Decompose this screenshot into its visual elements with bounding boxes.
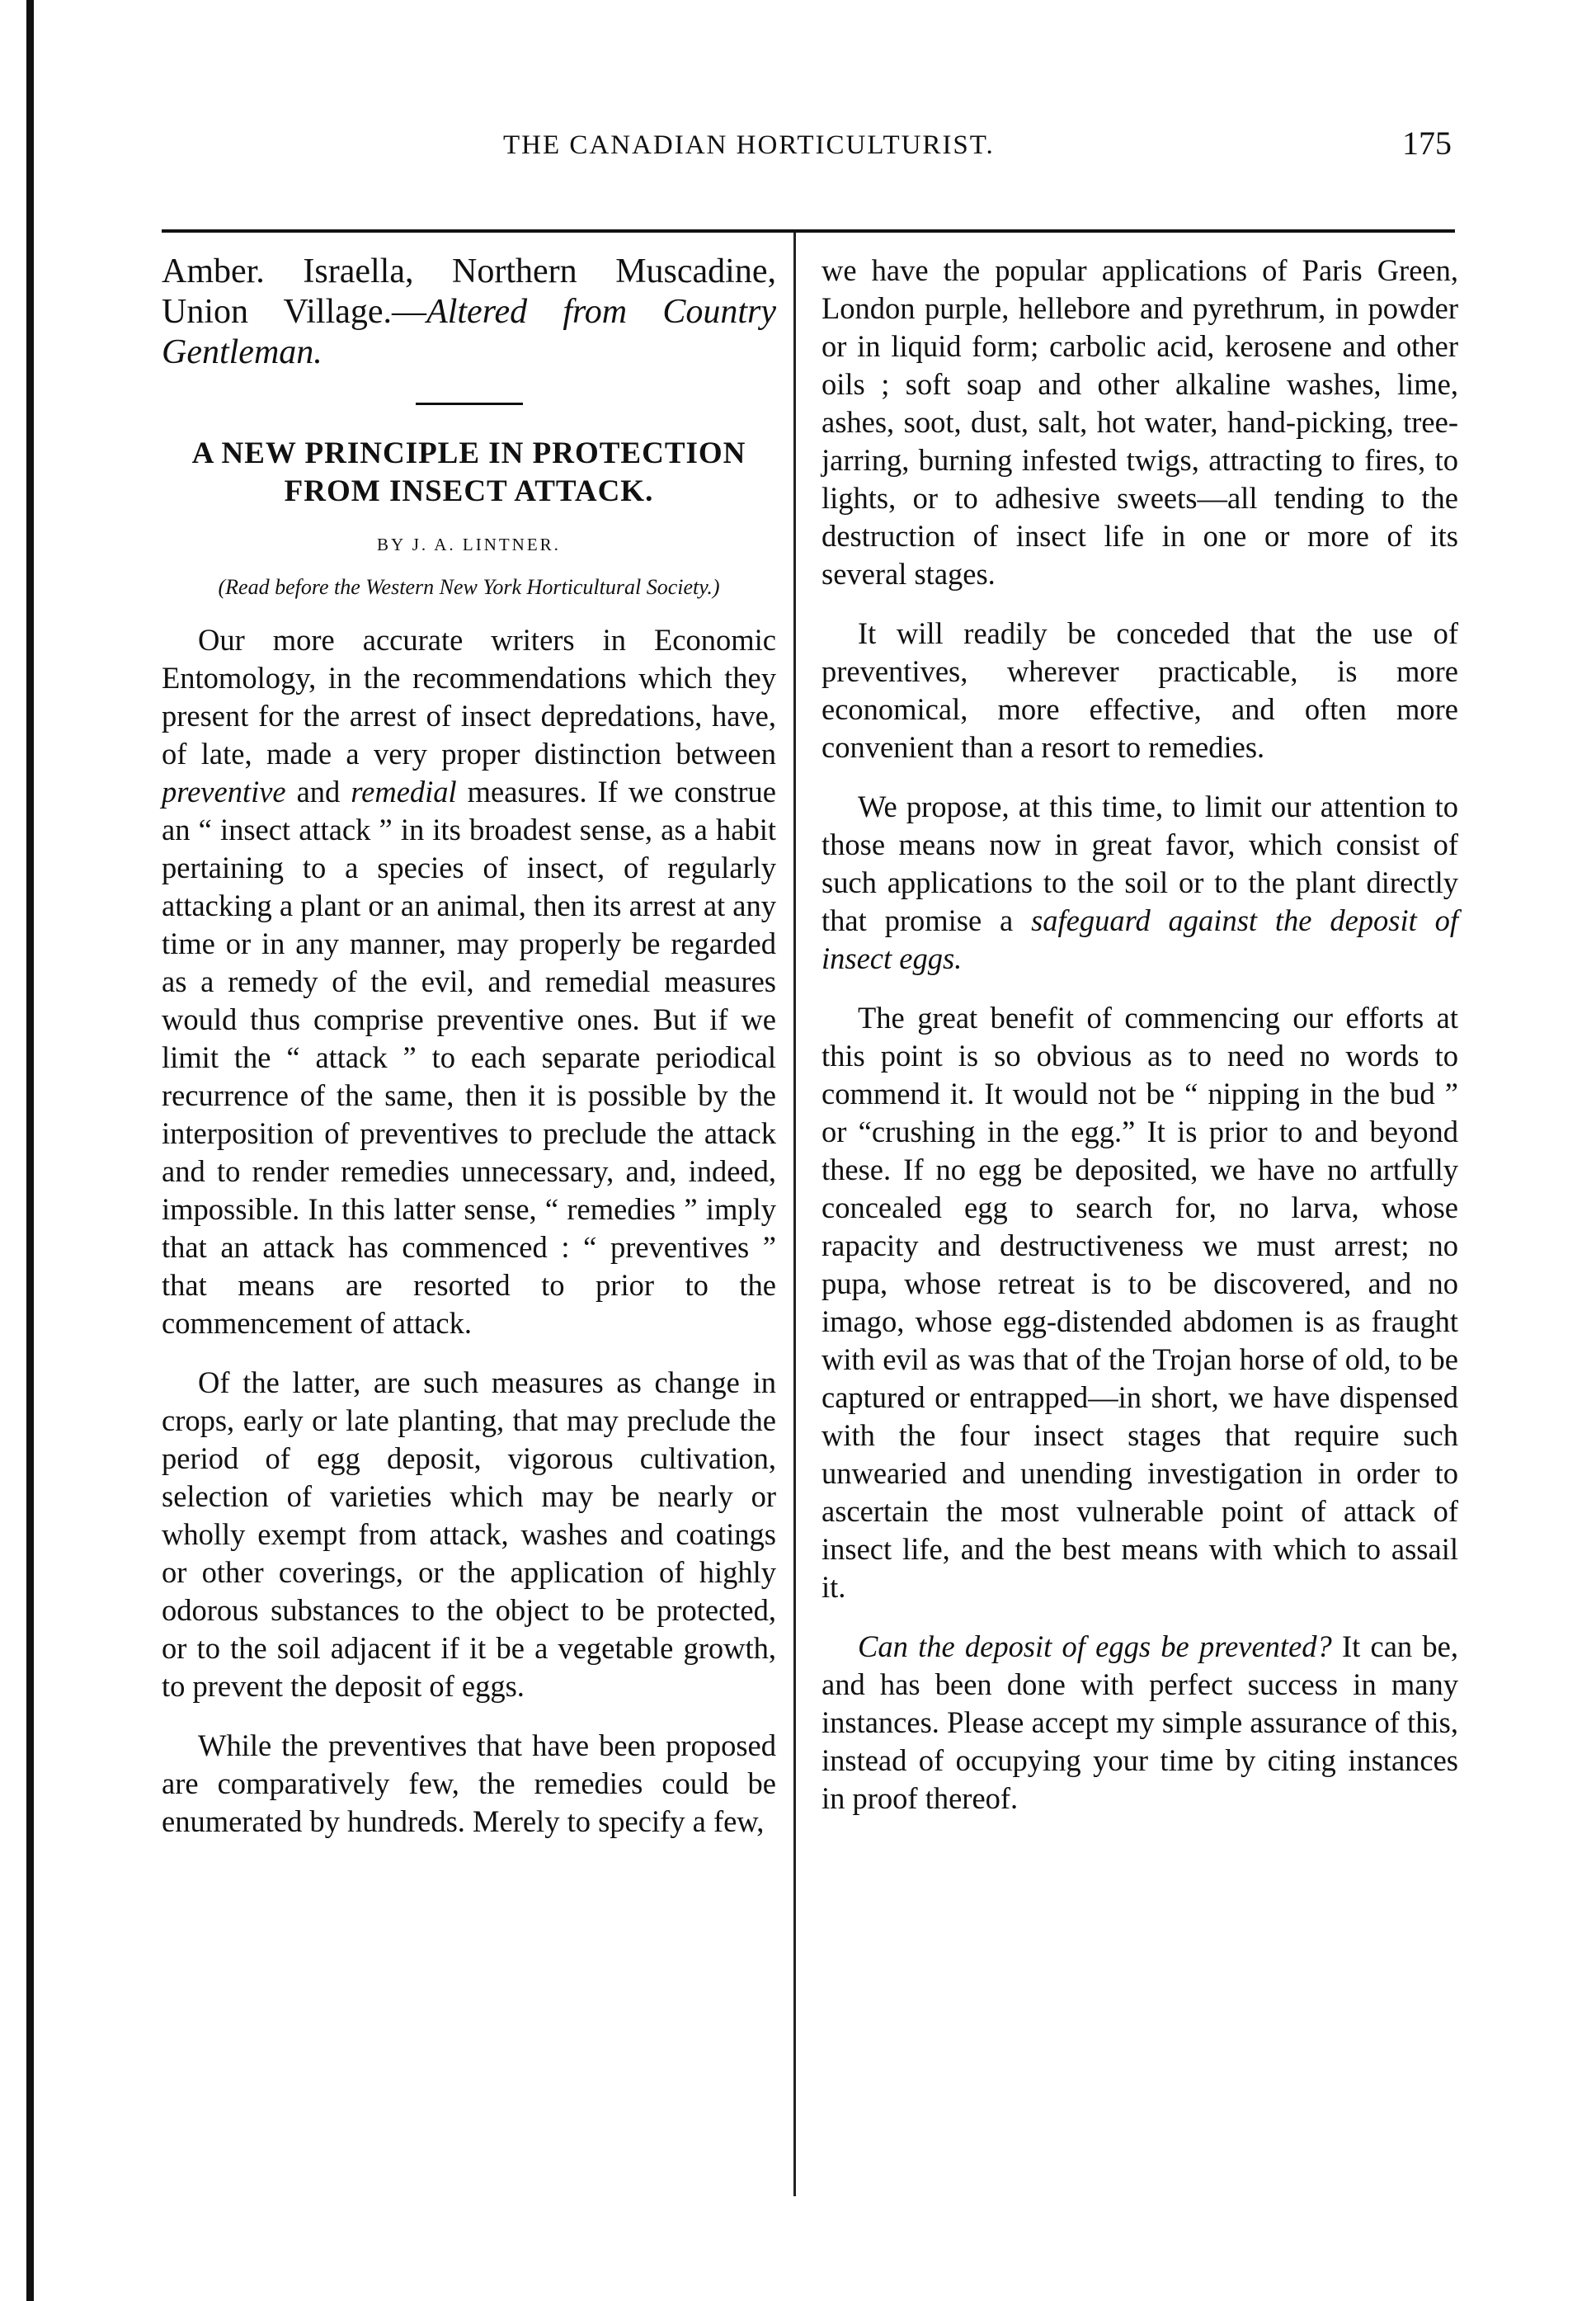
body-paragraph: we have the popular applications of Paris Green, London purple, hellebore and pyrethrum, in powder or in liquid form; carbolic acid, kerosene and other oils ; soft soap and other alkaline washes, lime, ashes, soot, dust, salt, hot water, hand-picking, tree-jarring, burning infested twigs, attracting to fires, to lights, or to adhesive sweets—all tending to the destruction of insect life in one or more of its several stages.: [822, 253, 1458, 591]
page-number: 175: [1402, 125, 1452, 162]
body-paragraph: The great benefit of commencing our efforts at this point is so obvious as to need no words to commend it. It would not be “ nipping in the bud ” or “crushing in the egg.” It is prior to and beyond these. If no egg be deposited, we have no artfully concealed egg to search for, no larva, whose rapacity and destructiveness we must arrest; no pupa, whose retreat is to be discovered, and no imago, whose egg-distended abdomen is as fraught with evil as was that of the Trojan horse of old, to be captured or entrapped—in short, we have dispensed with the four insect stages that require such unwearied and unending investigation in order to ascertain the most vulnerable point of attack of insect life, and the best means with which to assail it.: [822, 1001, 1458, 1604]
section-separator: [416, 403, 523, 405]
italic-phrase: safeguard against the deposit of insect eggs.: [822, 903, 1458, 975]
paragraph-text: and: [285, 775, 351, 809]
journal-title: THE CANADIAN HORTICULTURIST.: [503, 130, 995, 160]
body-paragraph: While the preventives that have been proposed are comparatively few, the remedies could be enumerated by hundreds. Merely to specify a few,: [162, 1728, 776, 1838]
body-paragraph: [822, 1628, 1458, 1818]
body-paragraph: It will readily be conceded that the use of preventives, wherever practicable, is more economical, more effective, and often more convenient than a resort to remedies.: [822, 616, 1458, 764]
previous-article-ending: [162, 252, 776, 373]
body-paragraph: [162, 621, 776, 1342]
paragraph-text: measures. If we construe an “ insect attack ” in its broadest sense, as a habit pertaining to a species of insect, of regularly attacking a plant or an animal, then its arrest at any time or in any manner, may properly be regarded as a remedy of the evil, and remedial measures would thus comprise preventive ones. But if we limit the “ attack ” to each separate periodical recurrence of the same, then it is possible by the interposition of preventives to preclude the attack and to render remedies unnecessary, and, indeed, impossible. In this latter sense, “ remedies ” imply that an attack has commenced : “ preventives ” that means are resorted to prior to the commencement of attack.: [162, 775, 777, 1340]
binding-edge-rule: [26, 0, 34, 2301]
italic-term: remedial: [351, 775, 457, 809]
header-rule: [162, 229, 1455, 233]
italic-question: Can the deposit of eggs be prevented?: [858, 1629, 1332, 1663]
author-byline: BY J. A. LINTNER.: [377, 535, 561, 554]
paragraph-text: It can be, and has been done with perfect success in many instances. Please accept my simple assurance of this, instead of occupying your time by citing instances in proof thereof.: [822, 1629, 1458, 1815]
running-head: [165, 125, 1452, 180]
paragraph-text: We propose, at this time, to limit our attention to those means now in great favor, which consist of such applications to the soil or to the plant directly that promise a: [822, 790, 1458, 937]
column-divider: [793, 233, 796, 2196]
body-paragraph: Of the latter, are such measures as change in crops, early or late planting, that may preclude the period of egg deposit, vigorous cultivation, selection of varieties which may be nearly or wholly exempt from attack, washes and coatings or other coverings, or the application of highly odorous substances to the object to be protected, or to the soil adjacent if it be a vegetable growth, to prevent the deposit of eggs.: [162, 1365, 776, 1703]
body-paragraph: [822, 788, 1458, 978]
paragraph-text: Our more accurate writers in Economic Entomology, in the recommendations which they present for the arrest of insect depredations, have, of late, made a very proper distinction between: [162, 623, 776, 771]
article-title: A NEW PRINCIPLE IN PROTECTION FROM INSECT ATTACK.: [191, 436, 746, 508]
left-column: [162, 252, 776, 1862]
italic-term: preventive: [162, 775, 286, 809]
previous-article-text: Amber. Israella, Northern Muscadine, Union Village.—: [162, 252, 776, 331]
opening-paragraph: [162, 252, 776, 373]
source-attribution: Altered from Country Gentleman.: [162, 293, 776, 371]
read-before-note: (Read before the Western New York Horticultural Society.): [218, 575, 720, 599]
right-column: [822, 252, 1458, 1839]
